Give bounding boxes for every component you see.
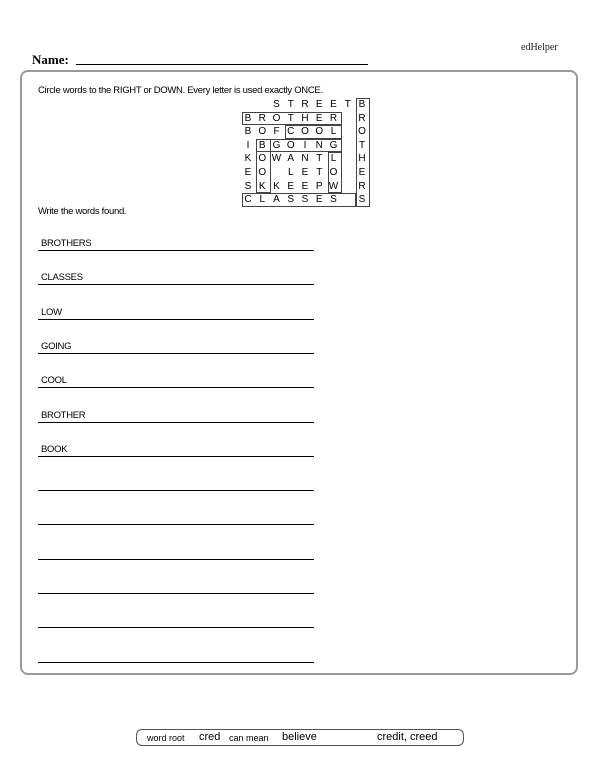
- grid-cell[interactable]: K: [258, 180, 266, 192]
- answer-text: LOW: [41, 306, 62, 318]
- footer-root: cred: [199, 731, 221, 743]
- grid-cell[interactable]: O: [301, 126, 309, 138]
- grid-cell[interactable]: E: [315, 112, 323, 124]
- grid-cell[interactable]: A: [273, 194, 280, 206]
- grid-cell[interactable]: T: [287, 99, 294, 110]
- grid-cell[interactable]: C: [287, 126, 295, 138]
- grid-cell[interactable]: E: [301, 180, 309, 192]
- answer-line[interactable]: [38, 490, 314, 491]
- grid-cell[interactable]: T: [316, 167, 323, 178]
- grid-cell[interactable]: R: [301, 99, 309, 110]
- grid-cell[interactable]: H: [301, 112, 309, 124]
- answer-line[interactable]: [38, 340, 314, 354]
- grid-cell[interactable]: [342, 112, 354, 125]
- found-word-box: [285, 125, 342, 139]
- grid-cell[interactable]: N: [301, 153, 309, 165]
- grid-cell[interactable]: W: [271, 153, 282, 165]
- answer-text: COOL: [41, 375, 67, 387]
- grid-cell[interactable]: O: [329, 167, 338, 178]
- grid-cell[interactable]: O: [272, 112, 281, 124]
- found-word-box: [356, 98, 370, 207]
- grid-cell[interactable]: B: [358, 99, 366, 110]
- grid-cell[interactable]: O: [358, 126, 366, 138]
- grid-cell[interactable]: E: [330, 99, 337, 110]
- grid-cell[interactable]: L: [259, 194, 266, 206]
- grid-cell[interactable]: L: [330, 153, 337, 165]
- write-label: Write the words found.: [38, 206, 127, 217]
- answer-text: BROTHERS: [41, 238, 92, 249]
- grid-cell[interactable]: B: [244, 126, 252, 138]
- found-word-box: [242, 193, 356, 207]
- grid-cell[interactable]: S: [244, 180, 252, 192]
- answer-line[interactable]: [38, 524, 314, 525]
- answer-text: BOOK: [41, 443, 68, 455]
- answer-line[interactable]: [38, 559, 314, 560]
- grid-cell[interactable]: O: [258, 167, 267, 178]
- answer-line[interactable]: [38, 443, 314, 457]
- grid-cell[interactable]: [342, 139, 354, 152]
- brand-label: edHelper: [521, 42, 558, 53]
- footer-prefix: word root: [147, 733, 185, 743]
- instructions: Circle words to the RIGHT or DOWN. Every letter is used exactly ONCE.: [38, 85, 323, 96]
- grid-cell[interactable]: S: [287, 194, 295, 206]
- grid-cell[interactable]: S: [358, 194, 366, 206]
- grid-cell[interactable]: H: [358, 153, 366, 165]
- answer-line[interactable]: [38, 238, 314, 251]
- grid-cell[interactable]: O: [258, 153, 267, 165]
- found-word-box: [242, 112, 342, 126]
- grid-cell[interactable]: T: [316, 153, 323, 165]
- grid-cell[interactable]: L: [287, 167, 294, 178]
- answer-text: BROTHER: [41, 409, 86, 421]
- footer-middle: can mean: [229, 733, 269, 743]
- grid-cell[interactable]: R: [329, 112, 338, 124]
- name-label: Name:: [32, 52, 69, 67]
- grid-cell[interactable]: T: [344, 99, 351, 110]
- grid-cell[interactable]: N: [315, 139, 323, 151]
- grid-cell[interactable]: S: [273, 99, 280, 110]
- answer-line[interactable]: [38, 627, 314, 628]
- answer-text: GOING: [41, 340, 72, 352]
- grid-cell[interactable]: [342, 152, 354, 165]
- grid-cell[interactable]: R: [258, 112, 266, 124]
- grid-cell[interactable]: [242, 98, 254, 111]
- grid-cell[interactable]: E: [315, 99, 323, 110]
- grid-cell[interactable]: A: [287, 153, 295, 165]
- grid-cell[interactable]: G: [329, 139, 338, 151]
- grid-cell[interactable]: S: [301, 194, 309, 206]
- grid-cell[interactable]: [342, 125, 354, 138]
- grid-cell[interactable]: C: [244, 194, 252, 206]
- answer-line[interactable]: [38, 306, 314, 320]
- answer-line[interactable]: [38, 593, 314, 594]
- grid-cell[interactable]: R: [358, 112, 366, 124]
- found-word-box: [328, 152, 342, 193]
- grid-cell[interactable]: O: [315, 126, 324, 138]
- grid-cell[interactable]: I: [303, 139, 307, 151]
- grid-cell[interactable]: K: [273, 180, 280, 192]
- answer-text: CLASSES: [41, 272, 83, 284]
- grid-cell[interactable]: E: [301, 167, 309, 178]
- grid-cell[interactable]: L: [330, 126, 337, 138]
- word-root-box: [136, 729, 464, 746]
- answer-line[interactable]: [38, 409, 314, 423]
- grid-cell[interactable]: E: [244, 167, 252, 178]
- grid-cell[interactable]: B: [258, 139, 266, 151]
- grid-cell[interactable]: S: [330, 194, 337, 206]
- grid-cell[interactable]: T: [358, 139, 366, 151]
- grid-cell[interactable]: [342, 166, 354, 179]
- footer-examples: credit, creed: [377, 731, 438, 743]
- answer-line[interactable]: [38, 375, 314, 388]
- name-input-line[interactable]: [76, 64, 368, 65]
- grid-cell[interactable]: T: [287, 112, 294, 124]
- grid-cell[interactable]: P: [315, 180, 323, 192]
- answer-line[interactable]: [38, 272, 314, 285]
- grid-cell[interactable]: E: [287, 180, 295, 192]
- found-word-box: [256, 139, 270, 193]
- answer-line[interactable]: [38, 662, 314, 663]
- grid-cell[interactable]: [256, 98, 268, 111]
- grid-cell[interactable]: O: [258, 126, 267, 138]
- grid-cell[interactable]: O: [286, 139, 295, 151]
- grid-cell[interactable]: B: [244, 112, 252, 124]
- grid-cell[interactable]: I: [246, 139, 250, 151]
- grid-cell[interactable]: K: [244, 153, 252, 165]
- footer-meaning: believe: [282, 731, 317, 743]
- grid-cell[interactable]: E: [315, 194, 323, 206]
- grid-cell[interactable]: W: [328, 180, 339, 192]
- grid-cell[interactable]: [271, 166, 283, 179]
- grid-cell[interactable]: F: [273, 126, 280, 138]
- grid-cell[interactable]: E: [358, 167, 366, 178]
- grid-cell[interactable]: G: [272, 139, 281, 151]
- grid-cell[interactable]: R: [358, 180, 366, 192]
- grid-cell[interactable]: [342, 180, 354, 193]
